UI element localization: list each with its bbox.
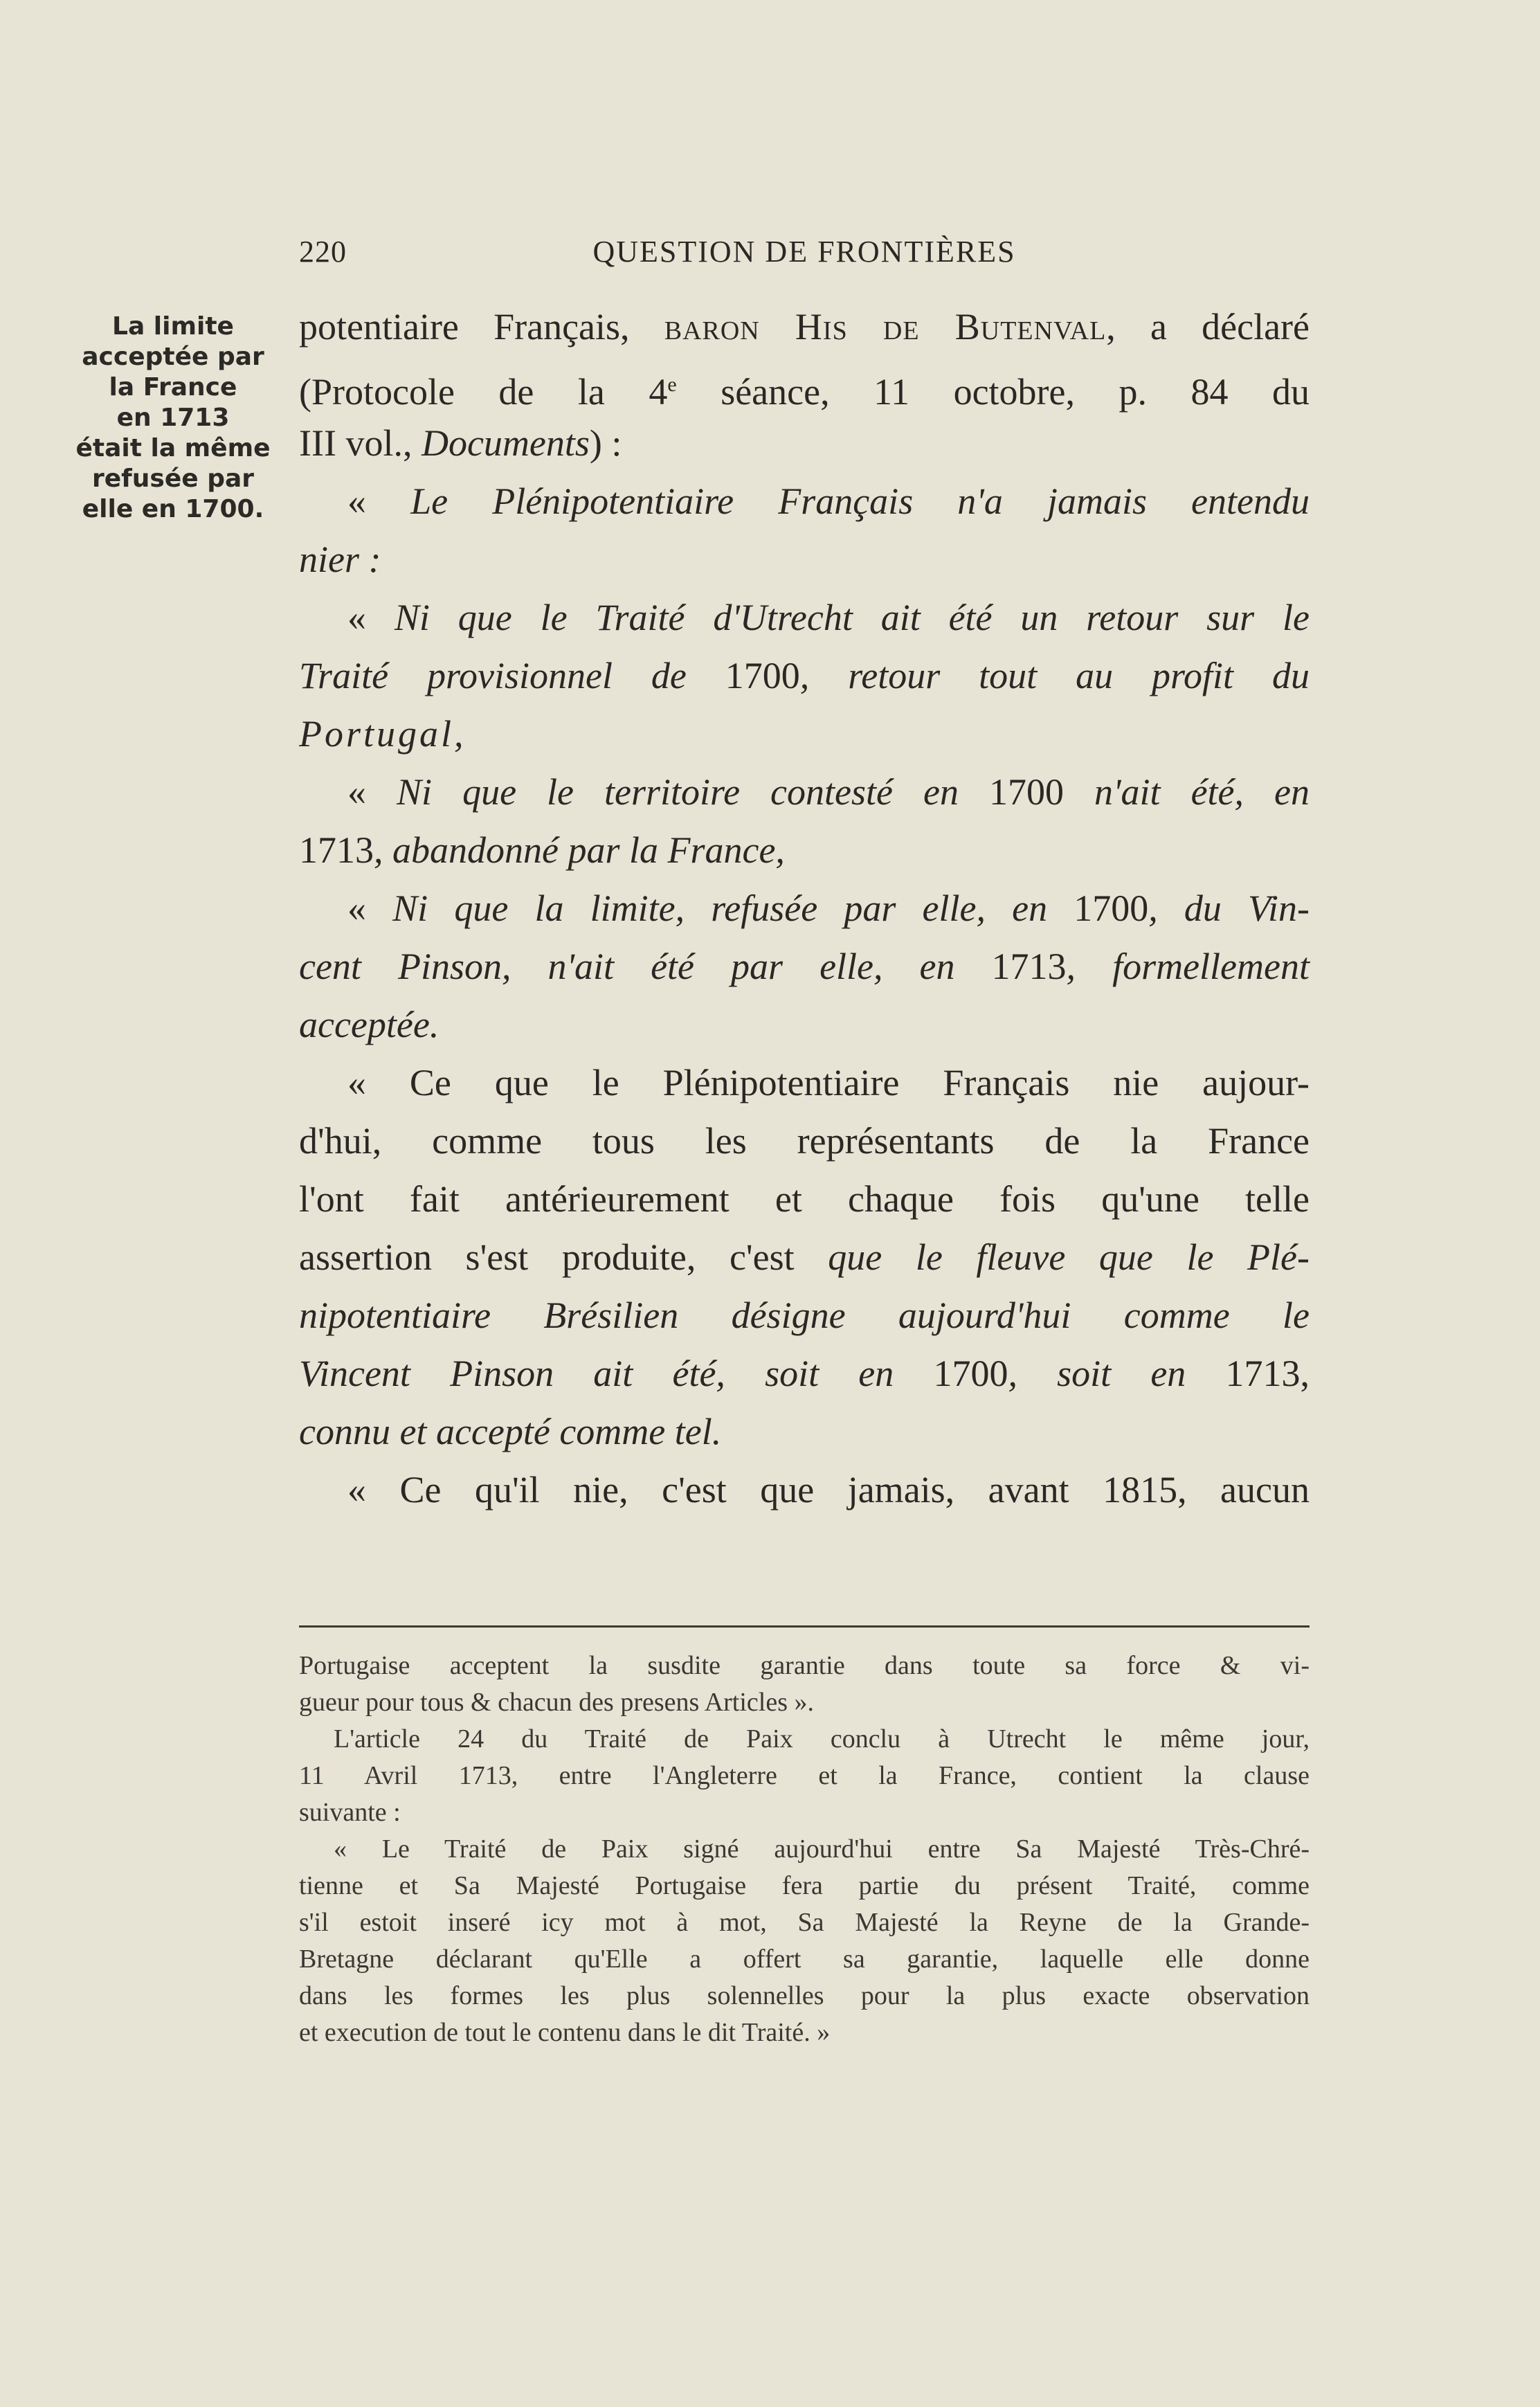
italic-run: n'ait été, en (1063, 771, 1310, 813)
margin-note-line: elle en 1700. (82, 495, 264, 523)
page-header (299, 234, 1310, 276)
text-run: , a déclaré (1106, 306, 1310, 348)
italic-run: Ni que le Traité d'Utrecht ait été un retour sur le (394, 597, 1310, 638)
main-text (299, 298, 1310, 1519)
superscript: e (667, 373, 677, 396)
text-line (299, 763, 1310, 821)
italic-run: , soit en (1008, 1353, 1226, 1394)
text-run: « (347, 480, 411, 522)
text-run: assertion s'est produite, c'est (299, 1236, 828, 1278)
text-run: potentiaire Français, (299, 306, 664, 348)
text-line: nipotentiaire Brésilien désigne aujourd'hui comme le (299, 1295, 1310, 1336)
footnote-rule (299, 1625, 1310, 1628)
running-title: QUESTION DE FRONTIÈRES (592, 235, 1016, 269)
footnote-line: gueur pour tous & chacun des presens Articles ». (299, 1688, 814, 1717)
margin-note-line: acceptée par (82, 343, 264, 371)
footnote-line: L'article 24 du Traité de Paix conclu à Utrecht le même jour, (334, 1724, 1310, 1754)
text-line (299, 588, 1310, 647)
footnote-line: « Le Traité de Paix signé aujourd'hui entre Sa Majesté Très-Chré- (334, 1834, 1310, 1864)
italic-run: Ni que le territoire contesté en (397, 771, 989, 813)
text-line (299, 821, 1310, 879)
text-run: 1713 (299, 829, 374, 871)
margin-note-line: la France (109, 373, 237, 402)
text-run: 1713 (1225, 1353, 1301, 1394)
margin-note-line: refusée par (91, 465, 255, 493)
text-line (299, 472, 1310, 530)
text-run: séance, 11 octobre, p. 84 du (676, 371, 1310, 413)
text-line (299, 1344, 1310, 1403)
text-line (299, 356, 1310, 414)
text-run: III vol., (299, 422, 422, 464)
italic-run: Ni que la limite, refusée par elle, en (392, 887, 1074, 929)
footnote-line: s'il estoit inseré icy mot à mot, Sa Majesté la Reyne de la Grande- (299, 1908, 1310, 1937)
text-line: acceptée. (299, 1004, 440, 1045)
name-smallcaps: baron His de Butenval (664, 306, 1107, 348)
text-line: d'hui, comme tous les représentants de la France (299, 1120, 1310, 1162)
footnote-line: 11 Avril 1713, entre l'Angleterre et la France, contient la clause (299, 1761, 1310, 1790)
footnote-line: et execution de tout le contenu dans le dit Traité. » (299, 2018, 831, 2047)
italic-run: Traité provisionnel de (299, 655, 725, 696)
footnote-line: dans les formes les plus solennelles pour la plus exacte observation (299, 1981, 1310, 2010)
margin-note (69, 312, 277, 525)
italic-run: cent Pinson, n'ait été par elle, en (299, 946, 992, 987)
text-line: l'ont fait antérieurement et chaque fois qu'une telle (299, 1178, 1310, 1220)
text-run: ) : (589, 422, 622, 464)
text-run: 1700 (933, 1353, 1008, 1394)
italic-run: Le Plénipotentiaire Français n'a jamais entendu (410, 480, 1310, 522)
margin-note-line: La limite (112, 312, 234, 341)
footnote-line: tienne et Sa Majesté Portugaise fera partie du présent Traité, comme (299, 1871, 1310, 1900)
italic-run: , formellement (1066, 946, 1310, 987)
text-run: 1700 (988, 771, 1064, 813)
text-line (299, 647, 1310, 705)
text-line (299, 414, 1310, 472)
text-line: connu et accepté comme tel. (299, 1411, 722, 1452)
italic-run: , retour tout au profit du (799, 655, 1310, 696)
text-run: « (347, 771, 397, 813)
text-line: « Ce qu'il nie, c'est que jamais, avant 1815, aucun (347, 1469, 1310, 1511)
text-run: « (347, 597, 395, 638)
margin-note-line: en 1713 (116, 404, 230, 432)
italic-run: Vincent Pinson ait été, soit en (299, 1353, 934, 1394)
text-run: 1700 (725, 655, 800, 696)
italic-run: , abandonné par la France, (374, 829, 785, 871)
margin-note-line: était la même (75, 434, 271, 462)
text-line (299, 937, 1310, 995)
text-run: , (1300, 1353, 1310, 1394)
text-line (299, 298, 1310, 356)
italic-run: Documents (421, 422, 590, 464)
footnote-line: Bretagne déclarant qu'Elle a offert sa garantie, laquelle elle donne (299, 1945, 1310, 1974)
footnote-line: Portugaise acceptent la susdite garantie dans toute sa force & vi- (299, 1651, 1310, 1680)
text-line: « Ce que le Plénipotentiaire Français nie aujour- (347, 1062, 1310, 1103)
footnote (299, 1648, 1310, 2051)
text-line (299, 1228, 1310, 1286)
footnote-line: suivante : (299, 1798, 401, 1827)
text-run: 1713 (991, 946, 1067, 987)
text-line: nier : (299, 539, 381, 580)
text-line (299, 879, 1310, 937)
text-line: Portugal, (299, 713, 466, 755)
italic-run: , du Vin- (1148, 887, 1310, 929)
text-run: « (347, 887, 393, 929)
text-run: (Protocole de la 4 (299, 371, 668, 413)
page-number: 220 (299, 235, 347, 269)
italic-run: que le fleuve que le Plé- (828, 1236, 1310, 1278)
text-run: 1700 (1074, 887, 1149, 929)
